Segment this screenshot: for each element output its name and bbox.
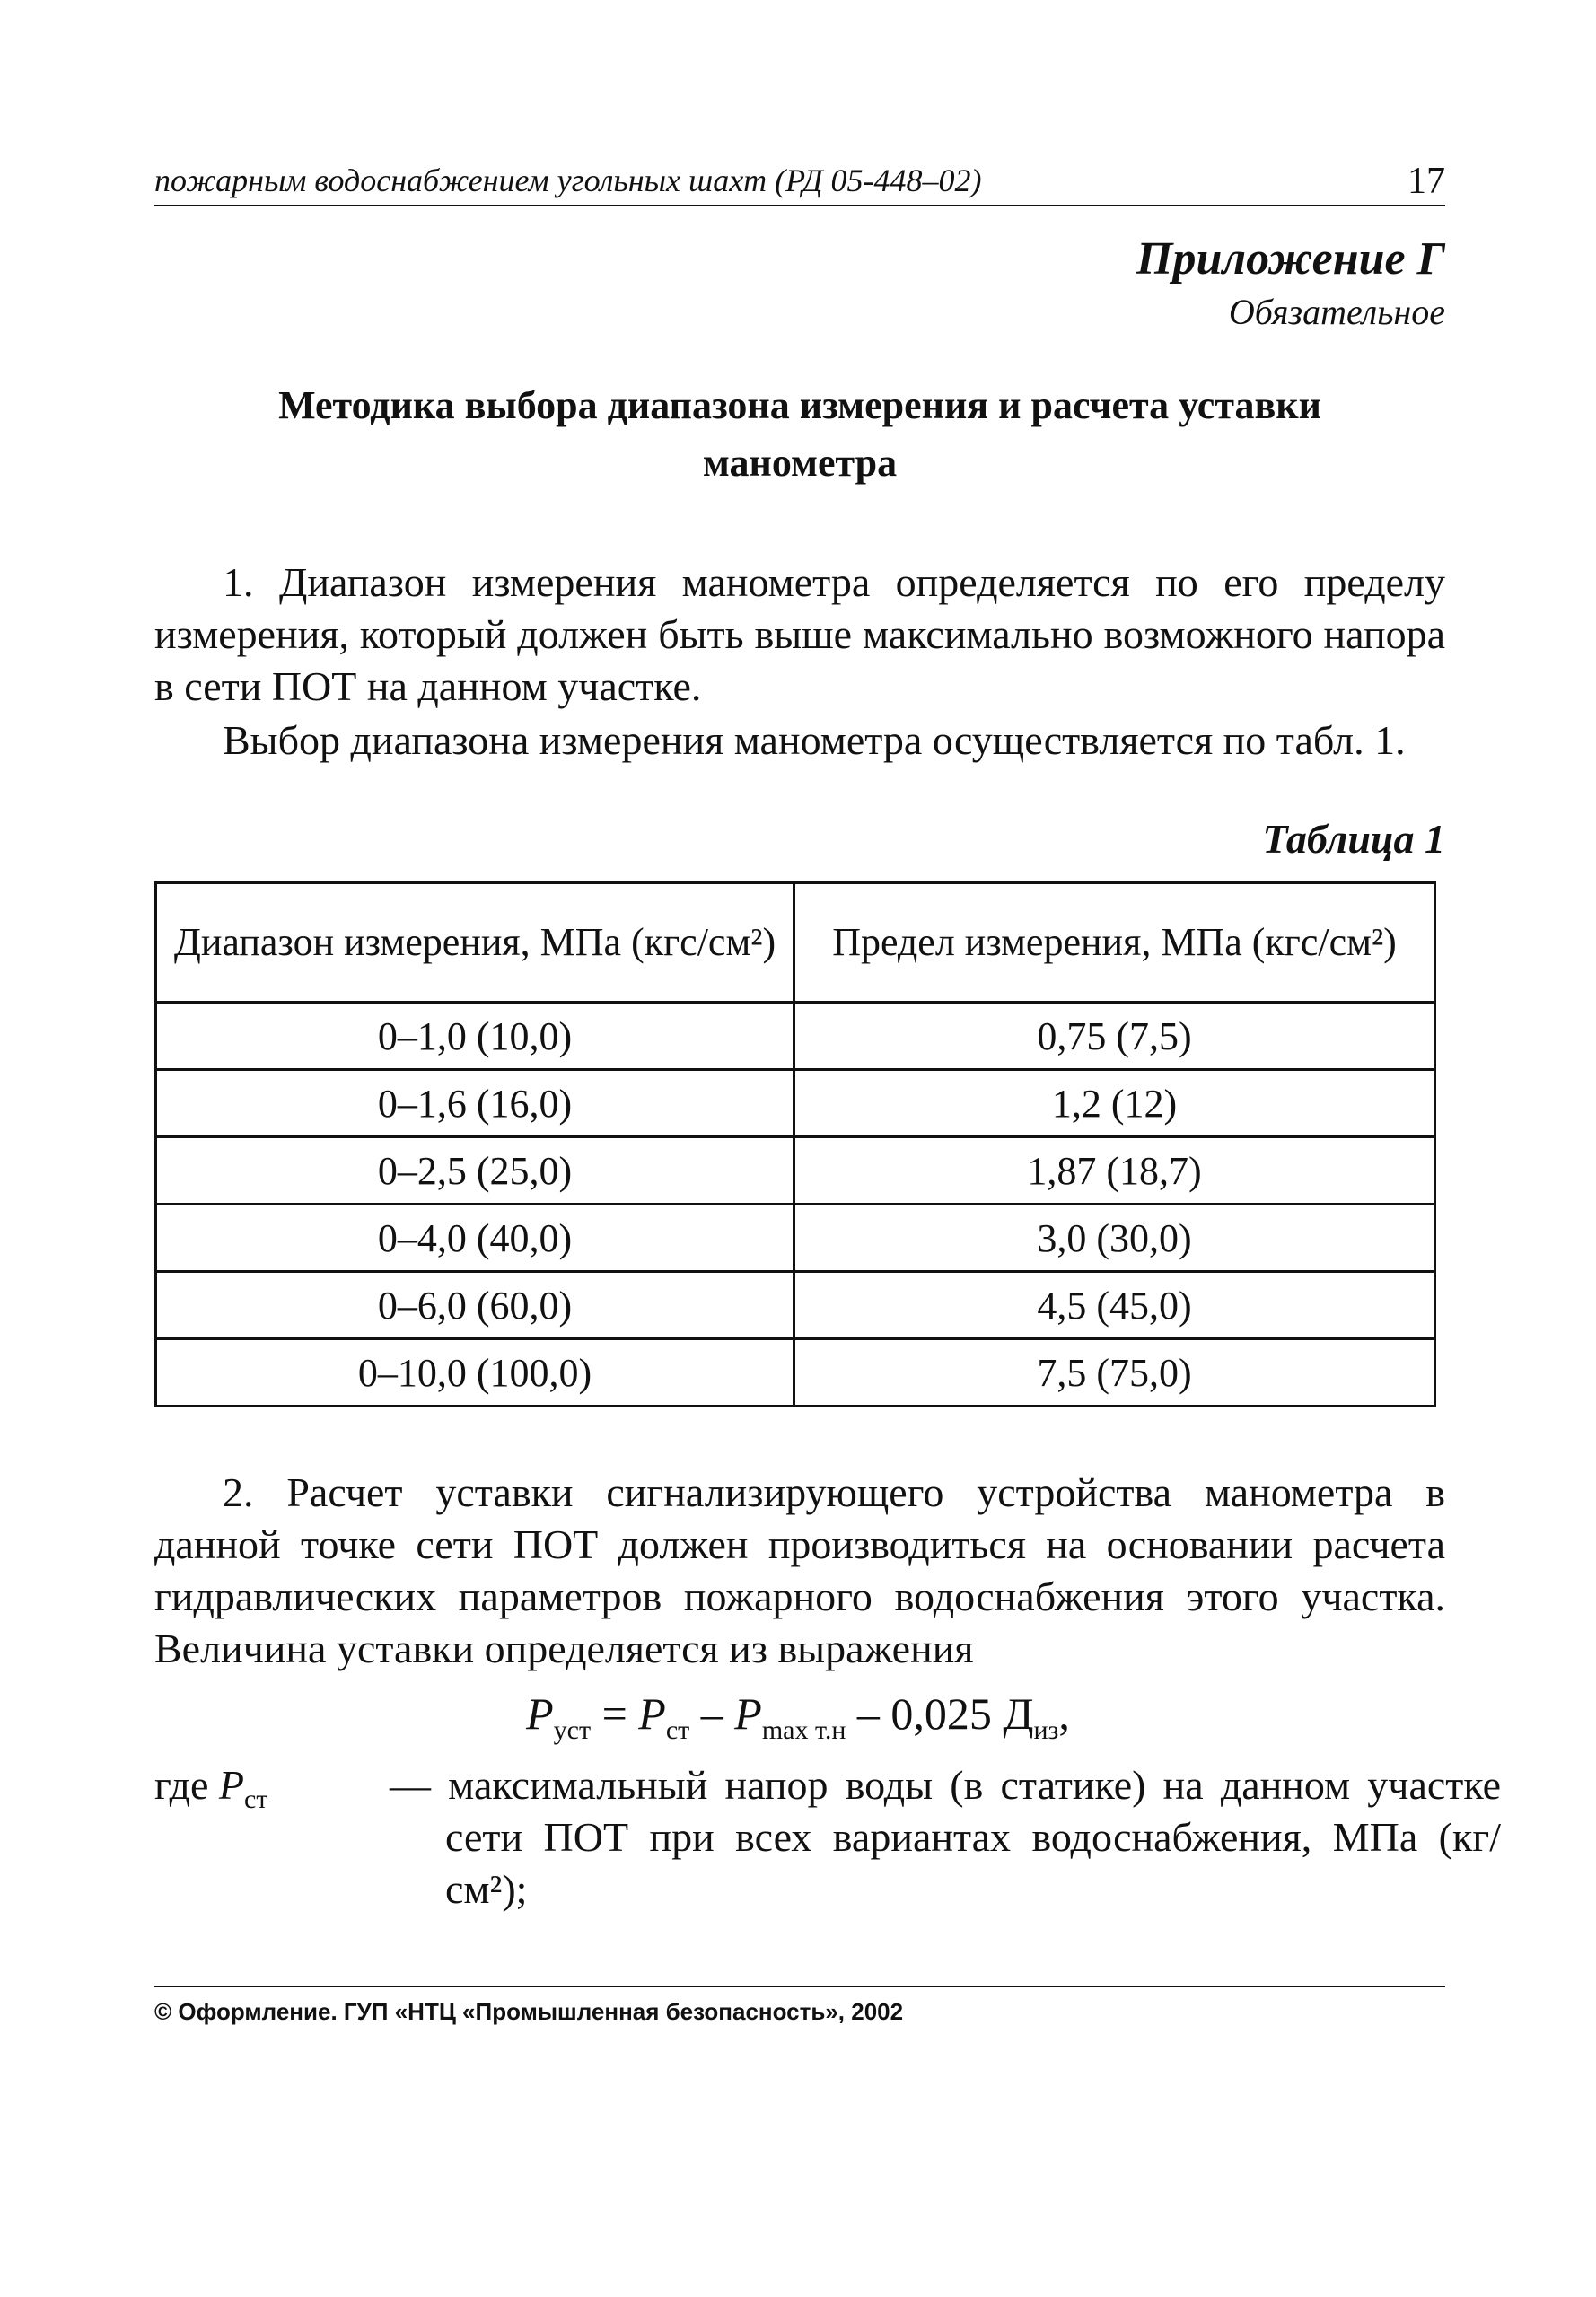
- table-caption: Таблица 1: [1262, 816, 1445, 862]
- table-cell-limit: 1,87 (18,7): [794, 1137, 1435, 1205]
- formula-minus-1: –: [689, 1688, 735, 1739]
- table-header-range: Диапазон измерения, МПа (кгс/см²): [156, 883, 794, 1003]
- table-row: [156, 1003, 1435, 1070]
- where-symbol: P: [218, 1762, 245, 1808]
- paragraph-2: Выбор диапазона измерения манометра осуществляется по табл. 1.: [223, 717, 1406, 763]
- document-title-line1: Методика выбора диапазона измерения и расчета уставки: [278, 383, 1321, 427]
- appendix-status: Обязательное: [1228, 292, 1445, 332]
- table-cell-limit: 1,2 (12): [794, 1070, 1435, 1137]
- appendix-title: Приложение Г: [1136, 233, 1445, 285]
- formula-sub-st: ст: [665, 1715, 690, 1745]
- setpoint-formula: [0, 1688, 1596, 1746]
- table-row: [156, 1339, 1435, 1407]
- table-cell-range: 0–1,0 (10,0): [156, 1003, 794, 1070]
- table-cell-range: 0–1,6 (16,0): [156, 1070, 794, 1137]
- page-header: [154, 160, 1445, 206]
- table-cell-limit: 7,5 (75,0): [794, 1339, 1435, 1407]
- paragraph-1: 1. Диапазон измерения манометра определяется по его пределу измерения, который должен быть выше максимально возможного напора в сети ПОТ на данном участке.: [154, 559, 1445, 709]
- page-number: 17: [1407, 161, 1445, 202]
- copyright-note: © Оформление. ГУП «НТЦ «Промышленная безопасность», 2002: [154, 1998, 904, 2025]
- where-word: где: [154, 1762, 219, 1808]
- table-row: [156, 1272, 1435, 1339]
- table-cell-range: 0–10,0 (100,0): [156, 1339, 794, 1407]
- formula-p-ust: P: [526, 1688, 554, 1739]
- where-definition: — максимальный напор воды (в статике) на данном участке сети ПОТ при всех вариантах водоснабжения, МПа (кг/см²);: [390, 1762, 1501, 1912]
- table-header-row: [156, 883, 1435, 1003]
- table-row: [156, 1070, 1435, 1137]
- formula-sub-ust: уст: [553, 1715, 592, 1745]
- where-symbol-sub: ст: [244, 1784, 268, 1815]
- formula-tail: ,: [1058, 1688, 1070, 1739]
- formula-sub-iz: из: [1033, 1715, 1059, 1745]
- range-table: [154, 881, 1436, 1407]
- header-rule: [154, 205, 1445, 206]
- table-cell-range: 0–2,5 (25,0): [156, 1137, 794, 1205]
- appendix-block: [1136, 232, 1445, 338]
- formula-equals: =: [591, 1688, 639, 1739]
- page-footer: [154, 1986, 1445, 2026]
- table-cell-range: 0–4,0 (40,0): [156, 1205, 794, 1272]
- table-header-limit: Предел измерения, МПа (кгс/см²): [794, 883, 1435, 1003]
- table-cell-limit: 4,5 (45,0): [794, 1272, 1435, 1339]
- table-row: [156, 1137, 1435, 1205]
- formula-minus-2: – 0,025 Д: [846, 1688, 1034, 1739]
- formula-p-max: P: [734, 1688, 762, 1739]
- formula-p-st: P: [638, 1688, 666, 1739]
- table-cell-range: 0–6,0 (60,0): [156, 1272, 794, 1339]
- running-title: пожарным водоснабжением угольных шахт (РД 05-448–02): [154, 162, 982, 198]
- document-title: [154, 377, 1445, 492]
- footer-rule: [154, 1986, 1445, 1987]
- paragraph-3: 2. Расчет уставки сигнализирующего устройства манометра в данной точке сети ПОТ должен производиться на основании расчета гидравлических параметров пожарного водоснабжения этого участка. Величина уставки определяется из выражения: [154, 1469, 1445, 1671]
- where-lead: [154, 1759, 267, 1826]
- table-cell-limit: 0,75 (7,5): [794, 1003, 1435, 1070]
- formula-sub-max: max т.н: [761, 1715, 846, 1745]
- table-cell-limit: 3,0 (30,0): [794, 1205, 1435, 1272]
- document-title-line2: манометра: [702, 441, 898, 485]
- table-row: [156, 1205, 1435, 1272]
